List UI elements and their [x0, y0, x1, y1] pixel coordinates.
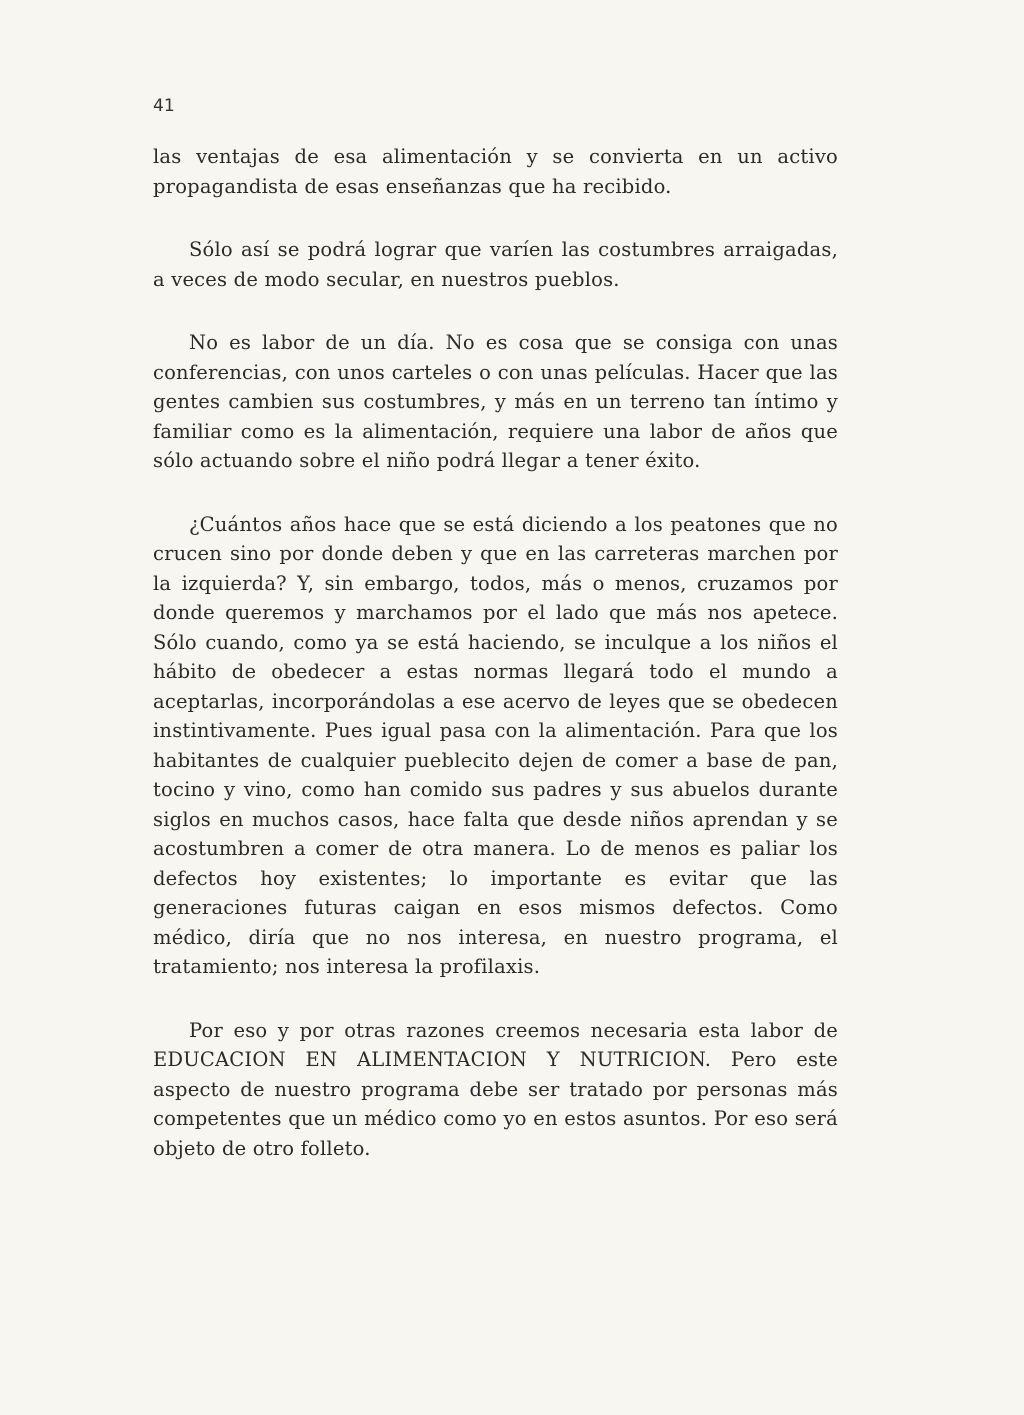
- body-text: [153, 142, 838, 1197]
- paragraph-2: Sólo así se podrá lograr que varíen las costumbres arraigadas, a veces de modo secular, en nuestros pueblos.: [153, 238, 838, 291]
- paragraph-1: las ventajas de esa alimentación y se convierta en un activo propagandista de esas enseñanzas que ha recibido.: [153, 145, 838, 198]
- paragraph-3: No es labor de un día. No es cosa que se consiga con unas conferencias, con unos carteles o con unas películas. Hacer que las gentes cambien sus costumbres, y más en un terreno tan íntimo y familiar como es la alimentación, requiere una labor de años que sólo actuando sobre el niño podrá llegar a tener éxito.: [153, 331, 838, 472]
- page-number: 41: [153, 96, 175, 116]
- paragraph-4: ¿Cuántos años hace que se está diciendo a los peatones que no crucen sino por donde deben y que en las carreteras marchen por la izquierda? Y, sin embargo, todos, más o menos, cruzamos por donde queremos y marchamos por el lado que más nos apetece. Sólo cuando, como ya se está haciendo, se inculque a los niños el hábito de obedecer a estas normas llegará todo el mundo a aceptarlas, incorporándolas a ese acervo de leyes que se obedecen instintivamente. Pues igual pasa con la alimentación. Para que los habitantes de cualquier pueblecito dejen de comer a base de pan, tocino y vino, como han comido sus padres y sus abuelos durante siglos en muchos casos, hace falta que desde niños aprendan y se acostumbren a comer de otra manera. Lo de menos es paliar los defectos hoy existentes; lo importante es evitar que las generaciones futuras caigan en esos mismos defectos. Como médico, diría que no nos interesa, en nuestro programa, el tratamiento; nos interesa la profilaxis.: [153, 512, 838, 978]
- paragraph-5: Por eso y por otras razones creemos necesaria esta labor de EDUCACION EN ALIMENTACION Y NUTRICION. Pero este aspecto de nuestro programa debe ser tratado por personas más competentes que un médico como yo en estos asuntos. Por eso será objeto de otro folleto.: [153, 1018, 838, 1160]
